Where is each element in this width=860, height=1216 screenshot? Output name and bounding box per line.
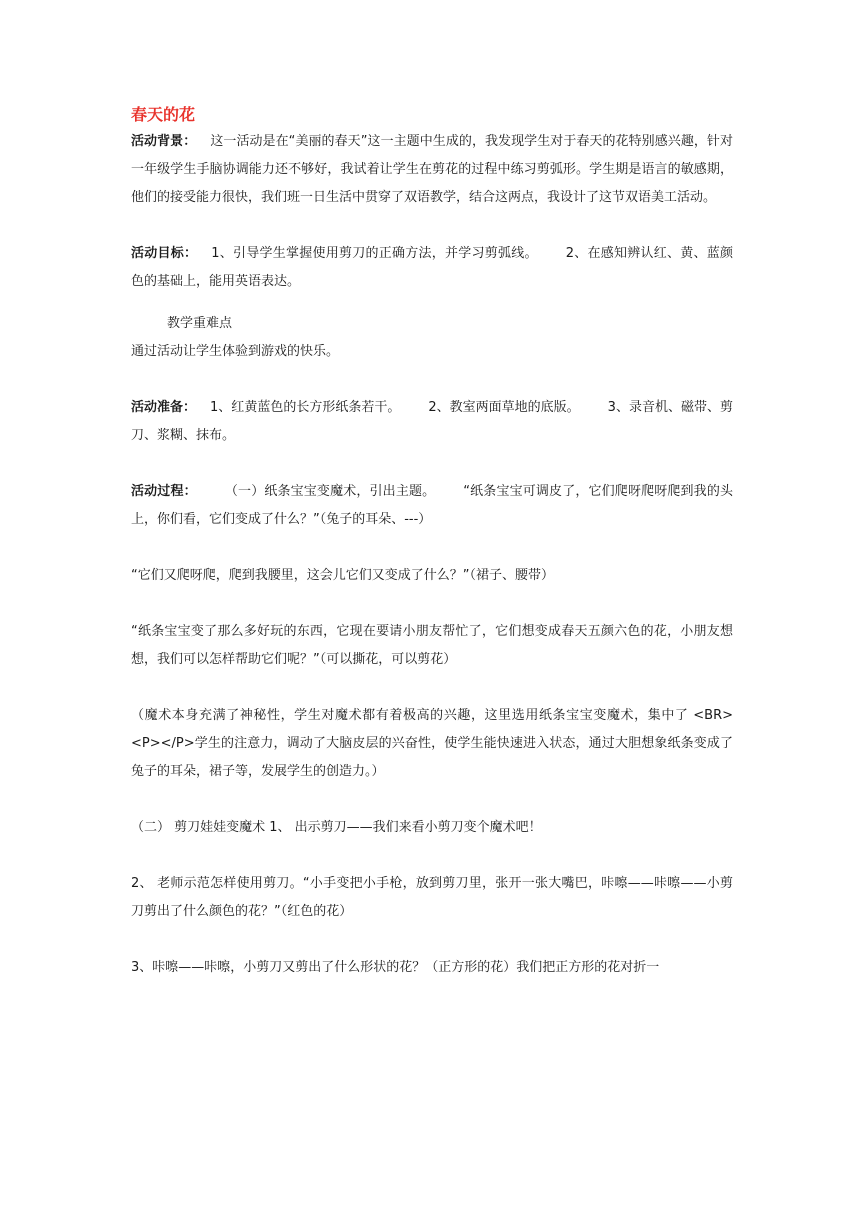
process-quote-2: “它们又爬呀爬，爬到我腰里，这会儿它们又变成了什么？”（裙子、腰带）	[131, 568, 554, 583]
prep-item-1: 1、红黄蓝色的长方形纸条若干。	[210, 400, 401, 415]
background-text: 这一活动是在“美丽的春天”这一主题中生成的，我发现学生对于春天的花特别感兴趣，针对一年级学生手脑协调能力还不够好，我试着让学生在剪花的过程中练习剪弧形。学生期是语言的敏感期，他们的接受能力很快，我们班一日生活中贯穿了双语教学，结合这两点，我设计了这节双语美工活动。	[131, 134, 733, 205]
goals-item-1: 1、引导学生掌握使用剪刀的正确方法，并学习剪弧线。	[211, 246, 538, 261]
process-step1-quote: “纸条宝宝可调皮了，它们爬呀爬呀爬到我的头上，你们看，它们变成了什么？”（兔子的耳朵、---）	[131, 484, 733, 527]
process-note: （魔术本身充满了神秘性，学生对魔术都有着极高的兴趣，这里选用纸条宝宝变魔术，集中了 <BR><P></P>学生的注意力，调动了大脑皮层的兴奋性，使学生能快速进入状态，通过大胆想象纸条变成了兔子的耳朵，裙子等，发展学生的创造力。）	[131, 708, 733, 779]
process-paragraph	[131, 478, 733, 534]
key-points-heading: 教学重难点	[167, 316, 233, 331]
document-title: 春天的花	[131, 105, 196, 124]
goals-label: 活动目标：	[131, 246, 198, 261]
goals-paragraph	[131, 240, 733, 296]
key-points-text: 通过活动让学生体验到游戏的快乐。	[131, 344, 340, 359]
document-content	[131, 104, 733, 982]
prep-item-2: 2、教室两面草地的底版。	[428, 400, 580, 415]
process-label: 活动过程：	[131, 484, 197, 499]
prep-paragraph	[131, 394, 733, 450]
process-step1-title: （一）纸条宝宝变魔术，引出主题。	[224, 484, 436, 499]
prep-item-3: 3、录音机、磁带、剪刀、浆糊、抹布。	[131, 400, 733, 443]
background-label: 活动背景：	[131, 134, 197, 149]
background-paragraph	[131, 128, 733, 212]
prep-label: 活动准备：	[131, 400, 197, 415]
process-step-2: （二） 剪刀娃娃变魔术 1、 出示剪刀——我们来看小剪刀变个魔术吧！	[131, 820, 542, 835]
goals-item-2: 2、在感知辨认红、黄、蓝颜色的基础上，能用英语表达。	[131, 246, 733, 289]
process-step-2-2: 2、 老师示范怎样使用剪刀。“小手变把小手枪，放到剪刀里，张开一张大嘴巴，咔嚓——咔嚓——小剪刀剪出了什么颜色的花？”（红色的花）	[131, 876, 733, 919]
process-step-2-3: 3、咔嚓——咔嚓，小剪刀又剪出了什么形状的花？（正方形的花）我们把正方形的花对折一	[131, 960, 660, 975]
process-quote-3: “纸条宝宝变了那么多好玩的东西，它现在要请小朋友帮忙了，它们想变成春天五颜六色的花，小朋友想想，我们可以怎样帮助它们呢？”（可以撕花，可以剪花）	[131, 624, 733, 667]
